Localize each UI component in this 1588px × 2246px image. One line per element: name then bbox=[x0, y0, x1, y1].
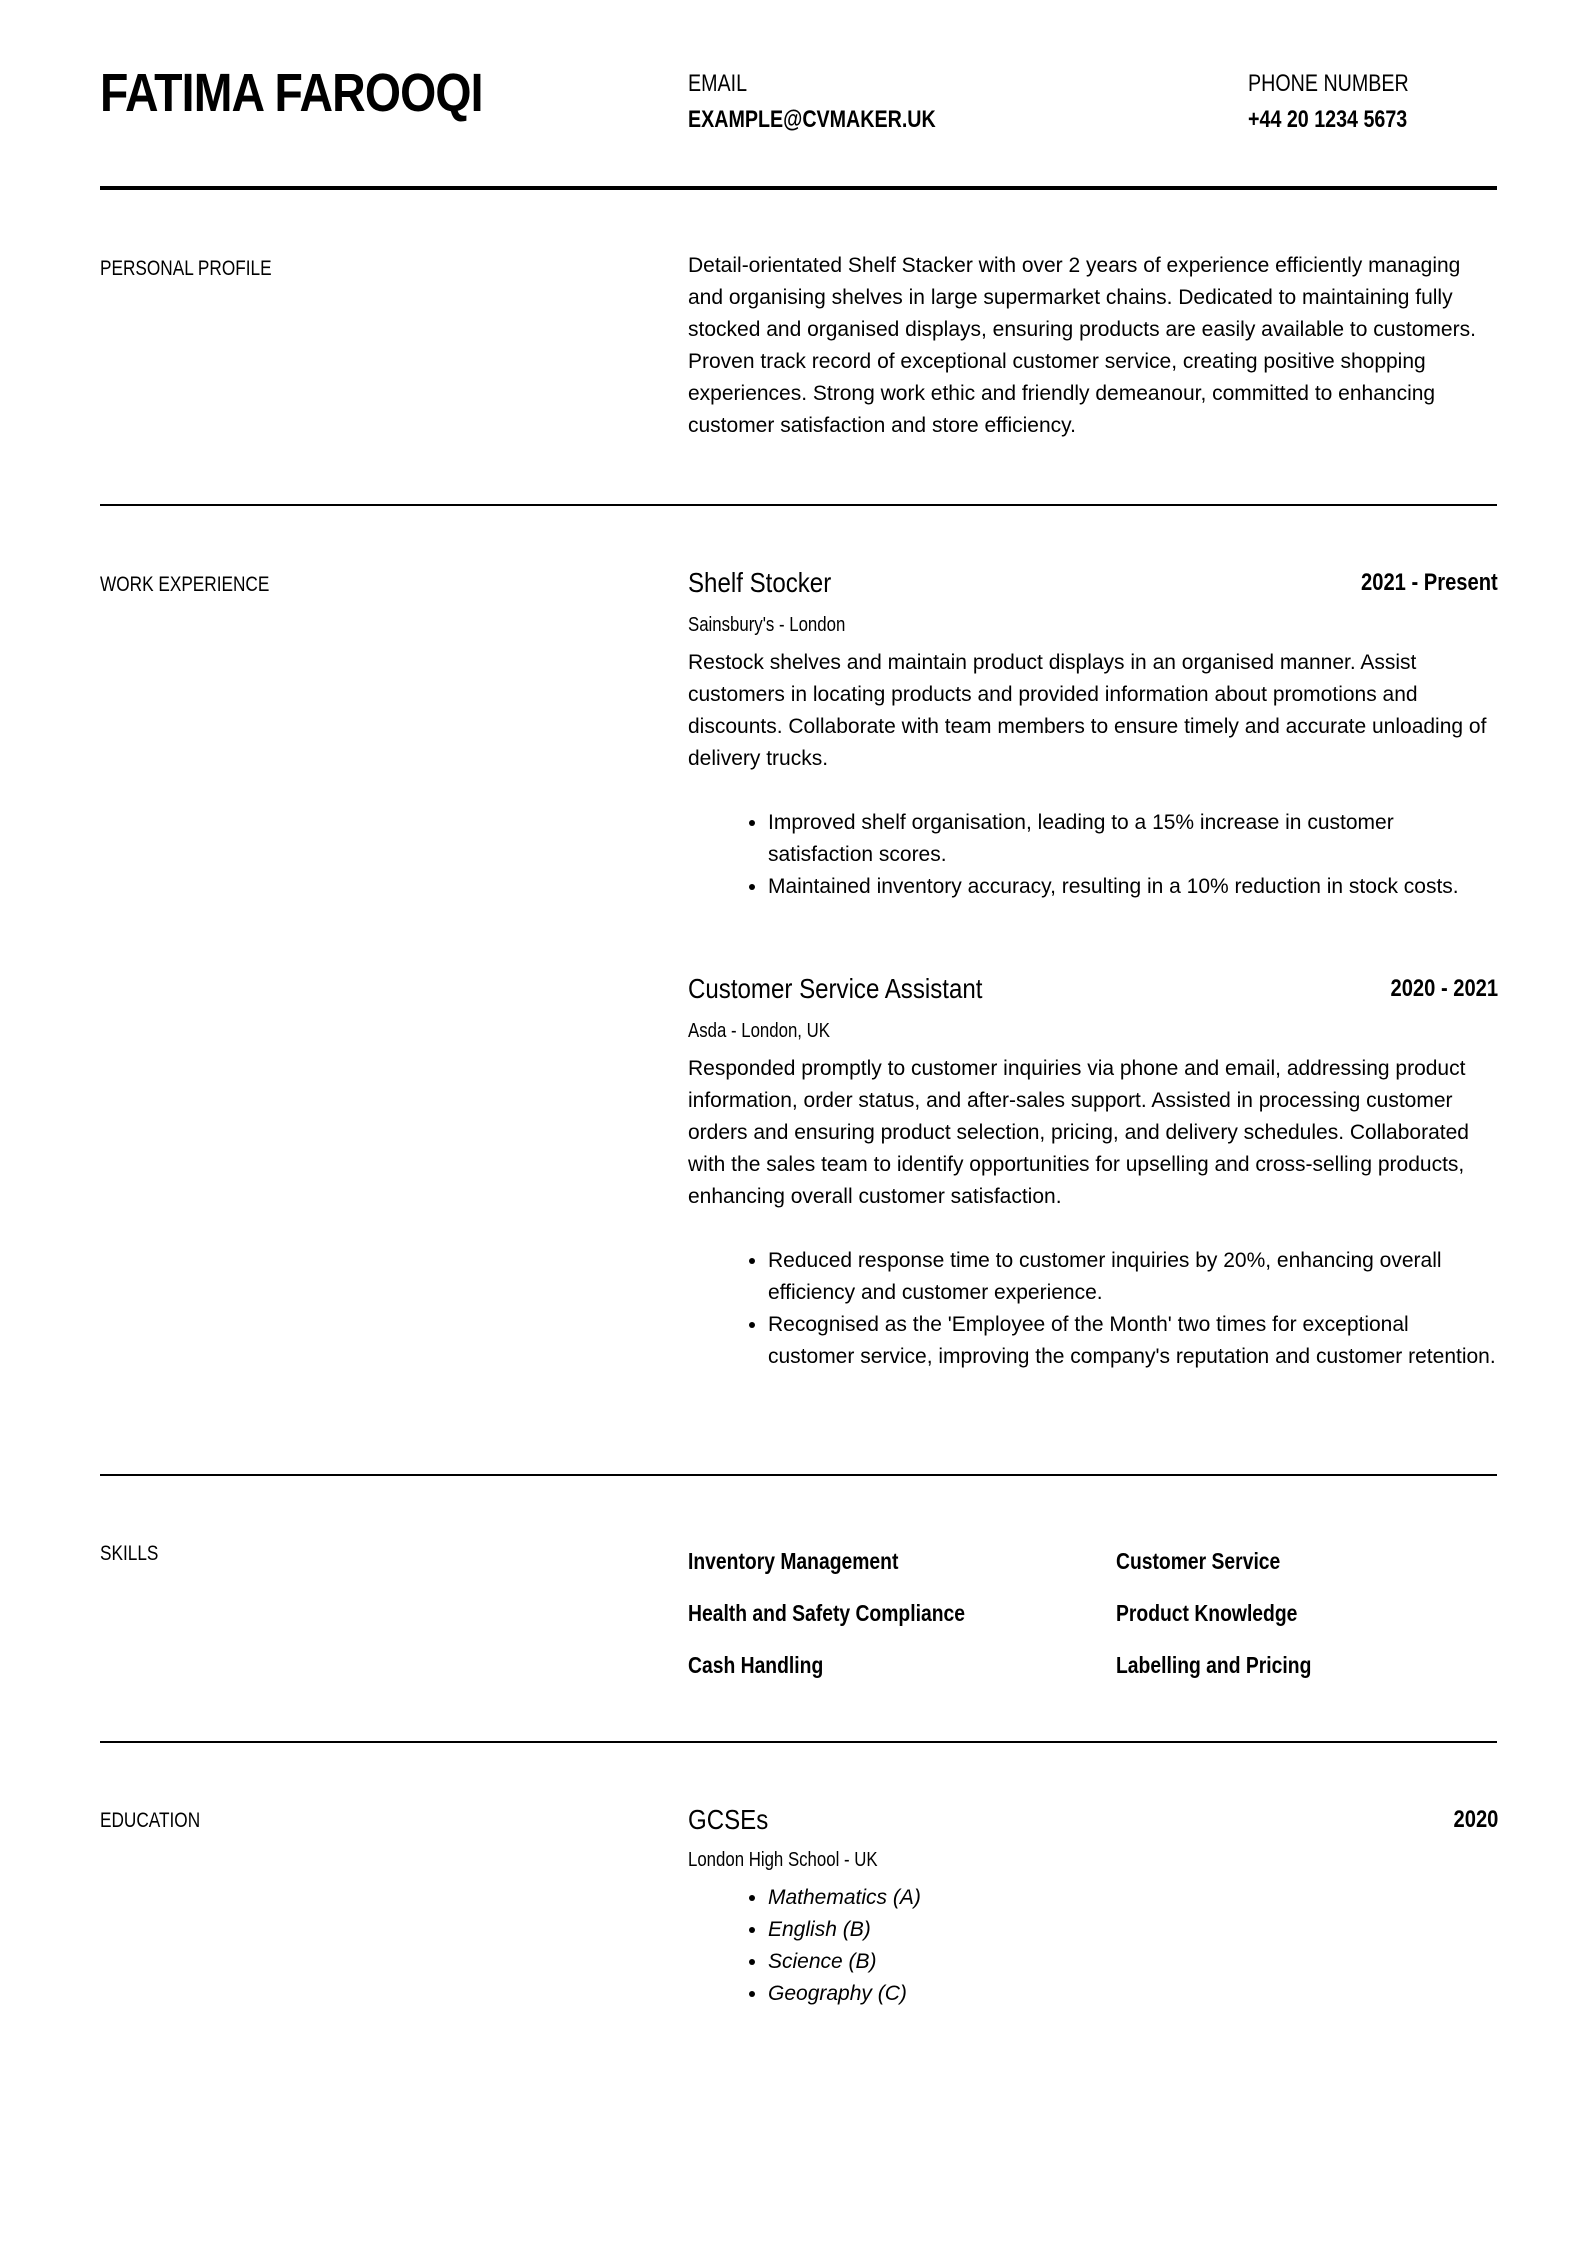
job-achievements bbox=[688, 807, 1498, 903]
skill-item: Product Knowledge bbox=[1116, 1600, 1298, 1626]
job-dates: 2021 - Present bbox=[1361, 569, 1498, 596]
job-entry bbox=[688, 969, 1498, 1373]
education-section-label: EDUCATION bbox=[100, 1809, 201, 1832]
experience-section-label: WORK EXPERIENCE bbox=[100, 573, 270, 596]
header-divider bbox=[100, 186, 1497, 190]
email-label: EMAIL bbox=[688, 70, 748, 97]
job-dates: 2020 - 2021 bbox=[1390, 975, 1498, 1002]
achievement-item: • Recognised as the 'Employee of the Month' two times for exceptional customer service, improving the company's reputation and customer retention. bbox=[768, 1309, 1498, 1373]
skill-item: Inventory Management bbox=[688, 1548, 899, 1574]
education-school: London High School - UK bbox=[688, 1849, 878, 1871]
job-title: Shelf Stocker bbox=[688, 567, 832, 598]
skills-divider bbox=[100, 1741, 1497, 1743]
profile-divider bbox=[100, 504, 1497, 506]
profile-section-label: PERSONAL PROFILE bbox=[100, 257, 272, 280]
email-value: EXAMPLE@CVMAKER.UK bbox=[688, 106, 936, 133]
skill-item: Customer Service bbox=[1116, 1548, 1281, 1574]
job-company: Asda - London, UK bbox=[688, 1020, 830, 1042]
job-description: Responded promptly to customer inquiries via phone and email, addressing product information, order status, and after-sales support. Assisted in processing customer orders and ensuring product selection, pricing, and delivery schedules. Collaborated with the sales team to identify opportunities for upselling and cross-selling products, enhancing overall customer satisfaction. bbox=[688, 1057, 1469, 1208]
experience-divider bbox=[100, 1474, 1497, 1476]
subject-item: • Geography (C) bbox=[768, 1978, 1498, 2010]
job-entry bbox=[688, 563, 1498, 903]
phone-block bbox=[1248, 66, 1409, 138]
job-description: Restock shelves and maintain product displays in an organised manner. Assist customers in locating products and provided information about promotions and discounts. Collaborate with team members to ensure timely and accurate unloading of delivery trucks. bbox=[688, 651, 1487, 770]
subject-item: • Science (B) bbox=[768, 1946, 1498, 1978]
phone-value: +44 20 1234 5673 bbox=[1248, 106, 1408, 133]
education-year: 2020 bbox=[1453, 1806, 1498, 1833]
job-title: Customer Service Assistant bbox=[688, 973, 983, 1004]
subject-item: • Mathematics (A) bbox=[768, 1882, 1498, 1914]
email-block bbox=[688, 66, 936, 138]
phone-label: PHONE NUMBER bbox=[1248, 70, 1409, 97]
candidate-name: FATIMA FAROOQI bbox=[100, 63, 483, 123]
education-subjects bbox=[688, 1882, 1498, 2010]
skill-item: Health and Safety Compliance bbox=[688, 1600, 965, 1626]
skills-section-label: SKILLS bbox=[100, 1542, 159, 1565]
achievement-item: • Improved shelf organisation, leading to a 15% increase in customer satisfaction scores. bbox=[768, 807, 1498, 871]
education-title: GCSEs bbox=[688, 1804, 769, 1835]
job-achievements bbox=[688, 1245, 1498, 1373]
education-entry bbox=[688, 1800, 1498, 2010]
profile-text: Detail-orientated Shelf Stacker with over 2 years of experience efficiently managing and organising shelves in large supermarket chains. Dedicated to maintaining fully stocked and organised displays, ensuring products are easily available to customers. Proven track record of exceptional customer service, creating positive shopping experiences. Strong work ethic and friendly demeanour, committed to enhancing customer satisfaction and store efficiency. bbox=[688, 254, 1476, 437]
skill-item: Labelling and Pricing bbox=[1116, 1652, 1312, 1678]
skill-item: Cash Handling bbox=[688, 1652, 824, 1678]
achievement-item: • Maintained inventory accuracy, resulting in a 10% reduction in stock costs. bbox=[768, 871, 1498, 903]
subject-item: • English (B) bbox=[768, 1914, 1498, 1946]
job-company: Sainsbury's - London bbox=[688, 614, 846, 636]
achievement-item: • Reduced response time to customer inquiries by 20%, enhancing overall efficiency and customer experience. bbox=[768, 1245, 1498, 1309]
